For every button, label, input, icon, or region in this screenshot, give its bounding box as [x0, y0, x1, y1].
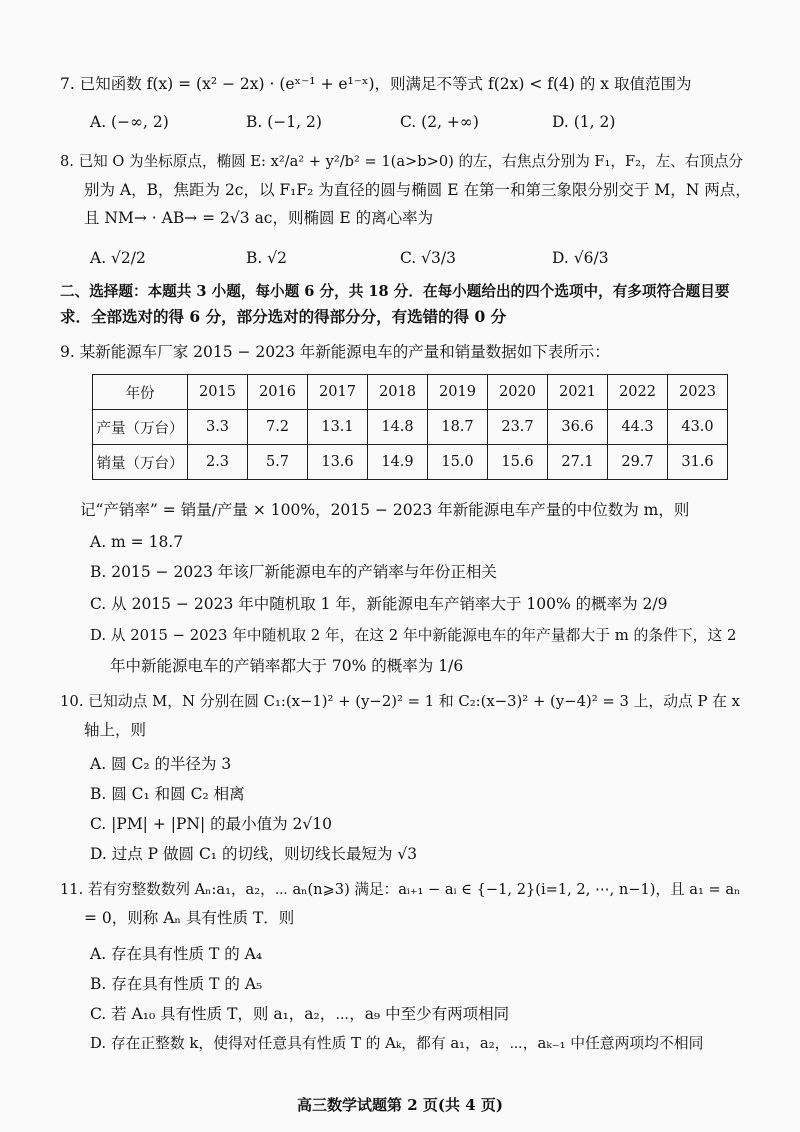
- question-11-option-d: D. 存在正整数 k，使得对任意具有性质 T 的 Aₖ，都有 a₁，a₂，⋯，aₖ₋₁ 中任意两项均不相同: [90, 1035, 704, 1052]
- table-cell: 13.6: [308, 445, 368, 480]
- question-8-option-a: A. √2/2: [90, 249, 146, 267]
- section-2-heading-line-2: 求．全部选对的得 6 分，部分选对的得部分分，有选错的得 0 分: [60, 307, 507, 326]
- question-10-option-c: C. |PM| + |PN| 的最小值为 2√10: [90, 815, 332, 833]
- table-cell: 2016: [248, 375, 308, 410]
- table-header-cell: 销量（万台）: [93, 445, 188, 480]
- question-7-option-b: B. (−1, 2): [246, 113, 322, 131]
- question-7-stem: 7. 已知函数 f(x) = (x² − 2x) · (eˣ⁻¹ + e¹⁻ˣ)，则满足不等式 f(2x) < f(4) 的 x 取值范围为: [60, 75, 692, 93]
- table-header-cell: 产量（万台）: [93, 410, 188, 445]
- question-10-line-1: 10. 已知动点 M，N 分别在圆 C₁:(x−1)² + (y−2)² = 1 和 C₂:(x−3)² + (y−4)² = 3 上，动点 P 在 x: [60, 693, 741, 710]
- table-cell: 5.7: [248, 445, 308, 480]
- table-cell: 2.3: [188, 445, 248, 480]
- question-11-line-1: 11. 若有穷整数数列 Aₙ:a₁，a₂，⋯ aₙ(n⩾3) 满足：aᵢ₊₁ − aᵢ ∈ {−1, 2}(i=1, 2, ⋯, n−1)，且 a₁ = aₙ: [60, 881, 741, 898]
- table-cell: 29.7: [608, 445, 668, 480]
- question-9-option-c: C. 从 2015 − 2023 年中随机取 1 年，新能源电车产销率大于 100% 的概率为 2/9: [90, 595, 668, 613]
- table-cell: 2015: [188, 375, 248, 410]
- question-7-option-a: A. (−∞, 2): [90, 113, 169, 131]
- table-cell: 27.1: [548, 445, 608, 480]
- question-11-option-b: B. 存在具有性质 T 的 A₅: [90, 975, 263, 993]
- table-cell: 14.8: [368, 410, 428, 445]
- table-header-cell: 年份: [93, 375, 188, 410]
- question-8-option-b: B. √2: [246, 249, 287, 267]
- question-8-option-d: D. √6/3: [552, 249, 609, 267]
- question-8-option-c: C. √3/3: [400, 249, 456, 267]
- question-10-option-b: B. 圆 C₁ 和圆 C₂ 相离: [90, 785, 245, 803]
- table-cell: 2017: [308, 375, 368, 410]
- page-footer: 高三数学试题第 2 页(共 4 页): [297, 1096, 503, 1114]
- question-8-line-2: 别为 A，B，焦距为 2c，以 F₁F₂ 为直径的圆与椭圆 E 在第一和第三象限分别交于 M，N 两点，: [84, 181, 751, 199]
- question-9-stem: 9. 某新能源车厂家 2015 − 2023 年新能源电车的产量和销量数据如下表所示：: [60, 343, 610, 361]
- question-11-option-a: A. 存在具有性质 T 的 A₄: [90, 945, 263, 963]
- question-9-option-a: A. m = 18.7: [90, 533, 184, 551]
- table-row-production: [93, 410, 728, 445]
- table-cell: 31.6: [668, 445, 728, 480]
- question-11-line-2: = 0，则称 Aₙ 具有性质 T．则: [84, 909, 295, 927]
- table-cell: 2022: [608, 375, 668, 410]
- table-cell: 44.3: [608, 410, 668, 445]
- question-10-option-a: A. 圆 C₂ 的半径为 3: [90, 755, 232, 773]
- table-cell: 18.7: [428, 410, 488, 445]
- question-9-option-b: B. 2015 − 2023 年该厂新能源电车的产销率与年份正相关: [90, 563, 497, 581]
- question-10-option-d: D. 过点 P 做圆 C₁ 的切线，则切线长最短为 √3: [90, 845, 418, 863]
- question-8-line-1: 8. 已知 O 为坐标原点，椭圆 E: x²/a² + y²/b² = 1(a>b>0) 的左，右焦点分别为 F₁，F₂，左、右顶点分: [60, 153, 744, 170]
- table-cell: 7.2: [248, 410, 308, 445]
- question-9-option-d: D. 从 2015 − 2023 年中随机取 2 年，在这 2 年中新能源电车的年产量都大于 m 的条件下，这 2: [90, 627, 737, 644]
- question-9-option-d-continued: 年中新能源电车的产销率都大于 70% 的概率为 1/6: [110, 657, 464, 675]
- table-cell: 2018: [368, 375, 428, 410]
- table-cell: 2023: [668, 375, 728, 410]
- question-10-line-2: 轴上，则: [84, 721, 147, 739]
- table-cell: 15.6: [488, 445, 548, 480]
- table-cell: 13.1: [308, 410, 368, 445]
- table-cell: 15.0: [428, 445, 488, 480]
- question-9-note: 记“产销率” = 销量/产量 × 100%，2015 − 2023 年新能源电车产量的中位数为 m，则: [80, 501, 690, 519]
- table-cell: 14.9: [368, 445, 428, 480]
- question-7-option-c: C. (2, +∞): [400, 113, 479, 131]
- table-cell: 3.3: [188, 410, 248, 445]
- section-2-heading-line-1: 二、选择题：本题共 3 小题，每小题 6 分，共 18 分．在每小题给出的四个选项中，有多项符合题目要: [60, 283, 730, 300]
- table-cell: 2020: [488, 375, 548, 410]
- question-7-option-d: D. (1, 2): [552, 113, 616, 131]
- table-row-year: [93, 375, 728, 410]
- question-11-option-c: C. 若 A₁₀ 具有性质 T，则 a₁，a₂，⋯，a₉ 中至少有两项相同: [90, 1005, 510, 1023]
- table-cell: 2021: [548, 375, 608, 410]
- table-cell: 23.7: [488, 410, 548, 445]
- table-cell: 43.0: [668, 410, 728, 445]
- production-sales-table: [92, 374, 728, 480]
- question-8-line-3: 且 NM→ · AB→ = 2√3 ac，则椭圆 E 的离心率为: [84, 209, 434, 227]
- table-row-sales: [93, 445, 728, 480]
- table-cell: 36.6: [548, 410, 608, 445]
- table-cell: 2019: [428, 375, 488, 410]
